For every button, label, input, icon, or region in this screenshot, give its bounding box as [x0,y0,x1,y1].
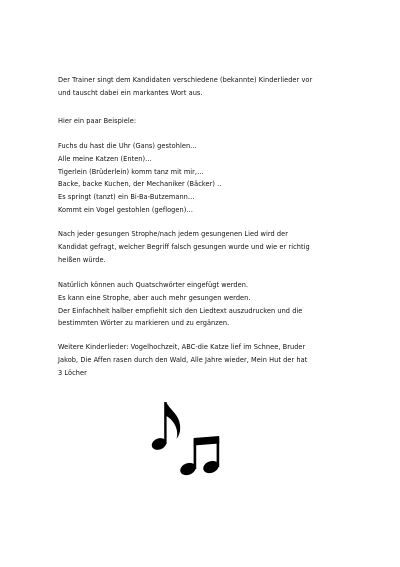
notes-line: bestimmten Wörter zu markieren und zu ergänzen. [58,319,230,328]
more-songs-line: Jakob, Die Affen rasen durch den Wald, Alle Jahre wieder, Mein Hut der hat [58,355,308,364]
more-songs-paragraph [58,341,348,379]
more-songs-line: 3 Löcher [58,368,87,377]
eighth-note-icon [150,402,180,452]
intro-line: Der Trainer singt dem Kandidaten verschiedene (bekannte) Kinderlieder vor [58,76,313,84]
notes-line: Der Einfachheit halber empfiehlt sich den Liedtext auszudrucken und die [58,306,303,315]
example-line: Fuchs du hast die Uhr (Gans) gestohlen… [58,142,197,150]
intro-paragraph [58,74,348,100]
examples-heading: Hier ein paar Beispiele: [58,117,137,125]
example-line: Kommt ein Vogel gestohlen (geflogen)… [58,205,194,214]
notes-line: Natürlich können auch Quatschwörter eingefügt werden. [58,281,249,289]
explanation-paragraph [58,228,348,266]
example-line: Alle meine Katzen (Enten)… [58,154,152,163]
example-line: Tigerlein (Brüderlein) komm tanz mit mir,… [58,167,204,176]
notes-line: Es kann eine Strophe, aber auch mehr gesungen werden. [58,293,251,302]
music-notes-icon [148,398,222,478]
examples-heading-block [58,115,348,128]
explanation-line: Kandidat gefragt, welcher Begriff falsch gesungen wurde und wie er richtig [58,242,310,251]
notes-paragraph [58,279,348,330]
example-line: Backe, backe Kuchen, der Mechaniker (Bäcker) .. [58,180,222,189]
example-line: Es springt (tanzt) ein Bi-Ba-Butzemann… [58,193,195,202]
examples-list [58,140,348,217]
beamed-notes-icon [178,436,220,477]
intro-line: und tauscht dabei ein markantes Wort aus. [58,88,203,97]
explanation-line: Nach jeder gesungen Strophe/nach jedem gesungenen Lied wird der [58,230,288,238]
more-songs-line: Weitere Kinderlieder: Vogelhochzeit, ABC-die Katze lief im Schnee, Bruder [58,343,306,351]
explanation-line: heißen würde. [58,255,106,264]
